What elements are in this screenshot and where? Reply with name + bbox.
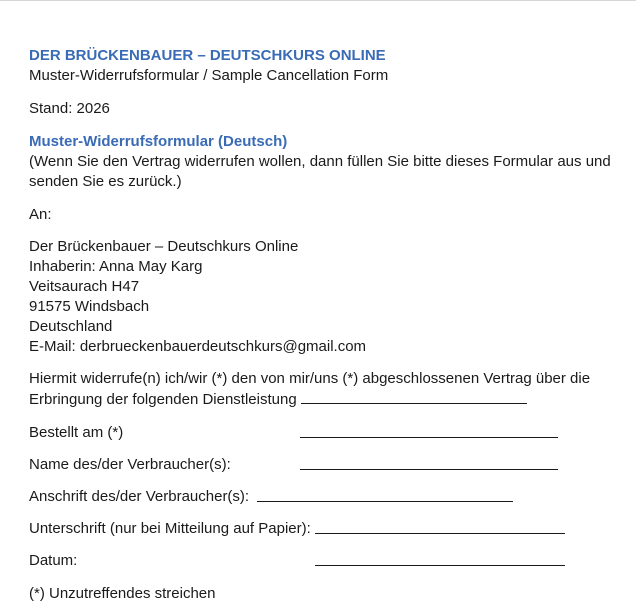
consumer-address-blank-line[interactable] xyxy=(257,501,513,502)
stand-date: Stand: 2026 xyxy=(29,100,110,117)
address-owner: Inhaberin: Anna May Karg xyxy=(29,258,203,275)
recipient-label: An: xyxy=(29,206,52,223)
document-subtitle: Muster-Widerrufsformular / Sample Cancellation Form xyxy=(29,67,389,84)
consumer-address-label: Anschrift des/der Verbraucher(s): xyxy=(29,488,250,505)
date-blank-line[interactable] xyxy=(315,565,565,566)
field-date xyxy=(29,551,624,571)
field-ordered-on xyxy=(29,423,624,443)
address-country: Deutschland xyxy=(29,318,113,335)
ordered-on-blank-line[interactable] xyxy=(300,437,558,438)
declaration-line-2 xyxy=(29,389,624,410)
field-consumer-name xyxy=(29,455,624,475)
signature-blank-line[interactable] xyxy=(315,533,565,534)
address-city: 91575 Windsbach xyxy=(29,298,150,315)
declaration xyxy=(29,369,624,410)
consumer-name-blank-line[interactable] xyxy=(300,469,558,470)
address-street: Veitsaurach H47 xyxy=(29,278,140,295)
address-email: E-Mail: derbrueckenbauerdeutschkurs@gmail.com xyxy=(29,338,367,355)
intro-text: (Wenn Sie den Vertrag widerrufen wollen, dann füllen Sie bitte dieses Formular aus und senden Sie es zurück.) xyxy=(29,153,611,190)
section-heading: Muster-Widerrufsformular (Deutsch) xyxy=(29,133,288,150)
recipient-address xyxy=(29,237,624,357)
ordered-on-label: Bestellt am (*) xyxy=(29,424,124,441)
footnote: (*) Unzutreffendes streichen xyxy=(29,585,216,602)
consumer-name-label: Name des/der Verbraucher(s): xyxy=(29,456,231,473)
field-signature xyxy=(29,519,624,539)
address-name: Der Brückenbauer – Deutschkurs Online xyxy=(29,238,299,255)
document-title: DER BRÜCKENBAUER – DEUTSCHKURS ONLINE xyxy=(29,47,386,64)
cancellation-form-document xyxy=(29,46,624,604)
service-blank-line[interactable] xyxy=(301,389,527,404)
date-label: Datum: xyxy=(29,552,78,569)
signature-label: Unterschrift (nur bei Mitteilung auf Papier): xyxy=(29,520,311,537)
field-consumer-address xyxy=(29,487,624,507)
top-border xyxy=(0,0,636,1)
declaration-line-2-text: Erbringung der folgenden Dienstleistung xyxy=(29,391,297,408)
declaration-line-1: Hiermit widerrufe(n) ich/wir (*) den von mir/uns (*) abgeschlossenen Vertrag über die xyxy=(29,370,591,387)
